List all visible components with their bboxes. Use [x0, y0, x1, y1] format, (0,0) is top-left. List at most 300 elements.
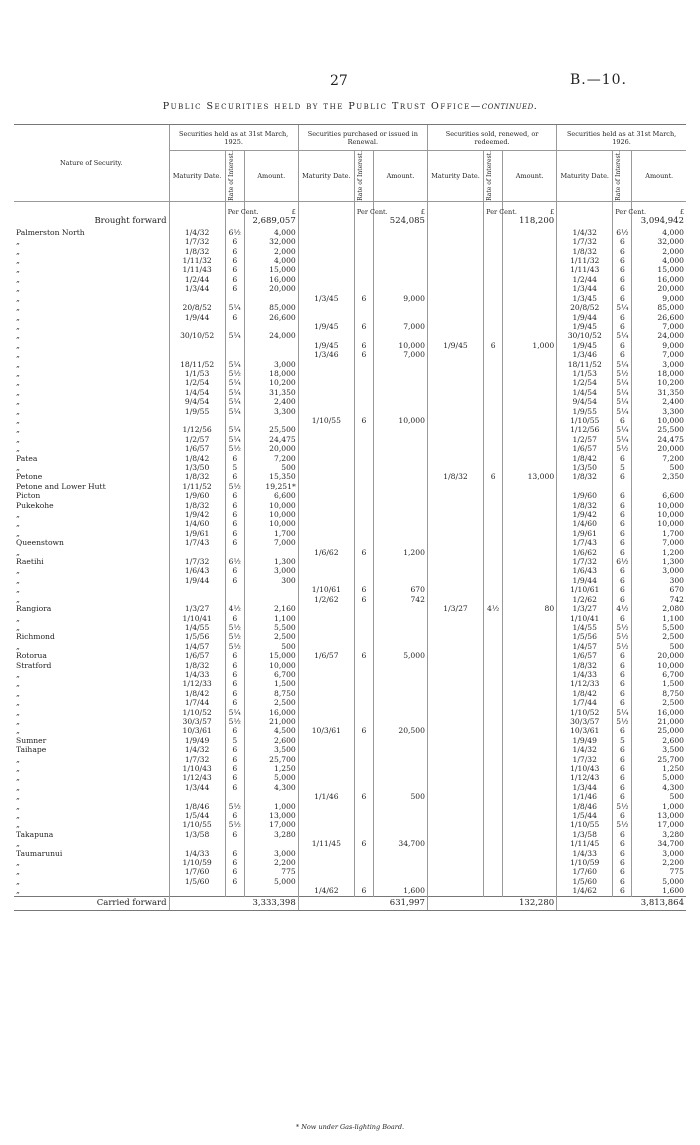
table-row	[14, 303, 686, 312]
rate-1925: 5¼	[225, 303, 244, 312]
maturity-1925: 1/1/53	[169, 369, 225, 378]
rate-sold	[484, 510, 503, 519]
maturity-sold	[427, 858, 483, 867]
rate-1926: 5	[613, 736, 632, 745]
rate-1925: 6	[225, 472, 244, 481]
maturity-1926: 1/2/54	[557, 378, 613, 387]
amount-1925: 85,000	[244, 303, 298, 312]
table-row	[14, 416, 686, 425]
rate-purchased	[354, 482, 373, 491]
amount-1926: 15,000	[632, 265, 686, 274]
security-name: „	[16, 811, 20, 821]
rate-1925: 6	[225, 566, 244, 575]
amount-1926: 7,000	[632, 322, 686, 331]
maturity-1926: 1/4/32	[557, 745, 613, 754]
maturity-purchased	[298, 265, 354, 274]
amount-1926: 1,500	[632, 679, 686, 688]
rate-purchased	[354, 256, 373, 265]
rate-1925: 6	[225, 529, 244, 538]
maturity-sold	[427, 519, 483, 528]
amount-1926: 500	[632, 463, 686, 472]
amount-purchased	[374, 566, 428, 575]
amount-purchased	[374, 670, 428, 679]
rate-1925: 6	[225, 689, 244, 698]
table-row	[14, 294, 686, 303]
maturity-sold	[427, 651, 483, 660]
maturity-1925	[169, 792, 225, 801]
maturity-purchased: 1/6/57	[298, 651, 354, 660]
rate-1926: 6	[613, 350, 632, 359]
maturity-1926: 1/3/46	[557, 350, 613, 359]
security-name: „	[16, 575, 20, 585]
amount-sold	[503, 237, 557, 246]
header-maturity: Maturity Date.	[427, 151, 483, 202]
rate-1925: 6	[225, 764, 244, 773]
rate-sold	[484, 820, 503, 829]
rate-purchased	[354, 247, 373, 256]
rate-sold	[484, 350, 503, 359]
rate-sold	[484, 548, 503, 557]
maturity-1925: 9/4/54	[169, 397, 225, 406]
unit-pound: £	[374, 201, 428, 216]
amount-sold	[503, 773, 557, 782]
page-title: Public Securities held by the Public Trust Office—continued.	[162, 101, 538, 112]
maturity-1925: 30/10/52	[169, 331, 225, 340]
maturity-1925: 1/9/61	[169, 529, 225, 538]
rate-1925	[225, 886, 244, 896]
security-name: Takapuna	[16, 829, 54, 839]
amount-1926: 10,200	[632, 378, 686, 387]
amount-sold	[503, 755, 557, 764]
amount-1926: 20,000	[632, 444, 686, 453]
amount-1926: 13,000	[632, 811, 686, 820]
maturity-sold	[427, 284, 483, 293]
table-row	[14, 341, 686, 350]
amount-1925: 2,000	[244, 247, 298, 256]
table-row	[14, 237, 686, 246]
rate-purchased	[354, 360, 373, 369]
amount-purchased	[374, 491, 428, 500]
rate-sold	[484, 275, 503, 284]
amount-1925: 20,000	[244, 284, 298, 293]
rate-sold	[484, 830, 503, 839]
maturity-1926: 1/6/43	[557, 566, 613, 575]
amount-1926: 10,000	[632, 519, 686, 528]
amount-1925: 24,000	[244, 331, 298, 340]
maturity-1925	[169, 548, 225, 557]
rate-1925: 5½	[225, 623, 244, 632]
amount-purchased	[374, 425, 428, 434]
table-row	[14, 858, 686, 867]
maturity-purchased: 10/3/61	[298, 726, 354, 735]
amount-1925: 3,000	[244, 360, 298, 369]
rate-1925: 5½	[225, 369, 244, 378]
security-name: „	[16, 688, 20, 698]
rate-1926: 6	[613, 576, 632, 585]
maturity-sold	[427, 350, 483, 359]
security-name: „	[16, 331, 20, 341]
maturity-sold	[427, 435, 483, 444]
maturity-purchased	[298, 867, 354, 876]
rate-1925: 5¼	[225, 397, 244, 406]
rate-sold	[484, 764, 503, 773]
amount-sold	[503, 726, 557, 735]
amount-purchased	[374, 247, 428, 256]
maturity-purchased	[298, 576, 354, 585]
rate-purchased	[354, 614, 373, 623]
maturity-purchased	[298, 378, 354, 387]
rate-1925	[225, 548, 244, 557]
rate-1925: 5¼	[225, 378, 244, 387]
table-row	[14, 689, 686, 698]
header-rate: Rate of Interest.	[356, 151, 364, 201]
amount-sold	[503, 783, 557, 792]
rate-1926: 6½	[613, 557, 632, 566]
maturity-1925: 1/3/50	[169, 463, 225, 472]
carried-forward-amount-1925: 3,333,398	[169, 896, 298, 910]
table-row	[14, 764, 686, 773]
rate-1926: 5¼	[613, 708, 632, 717]
maturity-1926: 1/1/53	[557, 369, 613, 378]
brought-forward-row	[14, 216, 686, 228]
maturity-1926: 1/8/32	[557, 661, 613, 670]
table-row	[14, 313, 686, 322]
amount-sold	[503, 679, 557, 688]
maturity-purchased	[298, 360, 354, 369]
maturity-sold	[427, 886, 483, 896]
brought-forward-amount-purchased: 524,085	[374, 216, 428, 228]
rate-1925: 5	[225, 736, 244, 745]
carried-forward-amount-purchased: 631,997	[298, 896, 427, 910]
maturity-1925: 1/4/54	[169, 388, 225, 397]
rate-1926: 6	[613, 313, 632, 322]
header-maturity: Maturity Date.	[169, 151, 225, 202]
rate-purchased	[354, 764, 373, 773]
maturity-sold	[427, 670, 483, 679]
rate-purchased	[354, 425, 373, 434]
amount-1926: 26,600	[632, 313, 686, 322]
amount-1926: 5,000	[632, 773, 686, 782]
maturity-sold	[427, 313, 483, 322]
maturity-sold	[427, 538, 483, 547]
table-row	[14, 369, 686, 378]
table-row	[14, 745, 686, 754]
maturity-sold	[427, 237, 483, 246]
maturity-1925: 1/8/32	[169, 247, 225, 256]
table-row	[14, 454, 686, 463]
amount-sold	[503, 614, 557, 623]
amount-sold: 13,000	[503, 472, 557, 481]
security-name: „	[16, 303, 20, 313]
amount-sold	[503, 378, 557, 387]
footnote: * Now under Gas-lighting Board.	[295, 1123, 405, 1131]
amount-1925: 3,500	[244, 745, 298, 754]
maturity-purchased	[298, 425, 354, 434]
maturity-purchased	[298, 783, 354, 792]
rate-purchased	[354, 388, 373, 397]
header-nature: Nature of Security.	[14, 125, 169, 202]
amount-purchased: 20,500	[374, 726, 428, 735]
amount-1925: 8,750	[244, 689, 298, 698]
maturity-1925: 1/10/59	[169, 858, 225, 867]
maturity-1925: 1/4/32	[169, 228, 225, 237]
rate-1925: 6	[225, 811, 244, 820]
rate-1926: 6	[613, 755, 632, 764]
amount-purchased	[374, 698, 428, 707]
amount-sold	[503, 886, 557, 896]
amount-purchased	[374, 482, 428, 491]
amount-1925: 500	[244, 463, 298, 472]
amount-purchased	[374, 378, 428, 387]
rate-sold	[484, 736, 503, 745]
rate-1925: 6	[225, 265, 244, 274]
maturity-sold	[427, 416, 483, 425]
table-row	[14, 679, 686, 688]
security-name: „	[16, 321, 20, 331]
header-maturity: Maturity Date.	[557, 151, 613, 202]
rate-1925: 5½	[225, 444, 244, 453]
maturity-1925: 1/10/41	[169, 614, 225, 623]
amount-1926: 2,600	[632, 736, 686, 745]
table-row	[14, 802, 686, 811]
carried-forward-amount-1926: 3,813,864	[557, 896, 686, 910]
maturity-purchased	[298, 538, 354, 547]
amount-1925: 26,600	[244, 313, 298, 322]
amount-1925: 1,700	[244, 529, 298, 538]
rate-sold	[484, 783, 503, 792]
security-name: „	[16, 274, 20, 284]
rate-1925	[225, 341, 244, 350]
amount-1926: 1,200	[632, 548, 686, 557]
amount-1925: 500	[244, 642, 298, 651]
header-amount: Amount.	[632, 151, 686, 202]
maturity-1925: 1/3/44	[169, 284, 225, 293]
maturity-1926: 1/6/62	[557, 548, 613, 557]
amount-purchased	[374, 764, 428, 773]
rate-1926: 5½	[613, 444, 632, 453]
maturity-1926: 1/9/60	[557, 491, 613, 500]
rate-purchased	[354, 802, 373, 811]
amount-1925	[244, 792, 298, 801]
table-row	[14, 519, 686, 528]
security-name: „	[16, 350, 20, 360]
rate-1925: 6	[225, 755, 244, 764]
security-name: Stratford	[16, 660, 52, 670]
maturity-sold	[427, 595, 483, 604]
rate-1926: 5½	[613, 820, 632, 829]
rate-1926: 6	[613, 237, 632, 246]
rate-purchased: 6	[354, 585, 373, 594]
amount-1926: 2,200	[632, 858, 686, 867]
maturity-1925	[169, 595, 225, 604]
table-row	[14, 247, 686, 256]
maturity-1926: 1/5/56	[557, 632, 613, 641]
rate-sold	[484, 397, 503, 406]
maturity-sold: 1/9/45	[427, 341, 483, 350]
rate-purchased	[354, 407, 373, 416]
maturity-1926: 1/8/32	[557, 501, 613, 510]
rate-1926: 6	[613, 501, 632, 510]
table-row	[14, 566, 686, 575]
rate-1925: 5¼	[225, 407, 244, 416]
title-suffix: continued.	[481, 101, 538, 112]
security-name: „	[16, 820, 20, 830]
table-row	[14, 726, 686, 735]
rate-sold	[484, 303, 503, 312]
maturity-sold	[427, 501, 483, 510]
maturity-1925	[169, 585, 225, 594]
maturity-1926: 1/3/50	[557, 463, 613, 472]
rate-1926: 5½	[613, 802, 632, 811]
rate-purchased	[354, 397, 373, 406]
maturity-1926: 1/9/61	[557, 529, 613, 538]
maturity-purchased	[298, 858, 354, 867]
table-row	[14, 830, 686, 839]
maturity-1925	[169, 341, 225, 350]
amount-sold	[503, 566, 557, 575]
rate-1925: 6	[225, 614, 244, 623]
security-name: Taumarunui	[16, 848, 63, 858]
maturity-sold	[427, 294, 483, 303]
maturity-1925: 1/12/43	[169, 773, 225, 782]
maturity-1926: 30/3/57	[557, 717, 613, 726]
amount-1925	[244, 839, 298, 848]
amount-sold	[503, 397, 557, 406]
table-body	[14, 201, 686, 896]
maturity-sold	[427, 642, 483, 651]
amount-1926: 8,750	[632, 689, 686, 698]
unit-pound: £	[244, 201, 298, 216]
maturity-1926: 1/10/52	[557, 708, 613, 717]
rate-1925	[225, 585, 244, 594]
maturity-sold	[427, 275, 483, 284]
amount-sold: 80	[503, 604, 557, 613]
amount-1926: 17,000	[632, 820, 686, 829]
rate-1926: 5¼	[613, 378, 632, 387]
rate-1926: 6	[613, 519, 632, 528]
rate-purchased	[354, 228, 373, 237]
table-row	[14, 529, 686, 538]
table-row	[14, 388, 686, 397]
maturity-sold	[427, 717, 483, 726]
amount-sold	[503, 670, 557, 679]
rate-1926: 6	[613, 839, 632, 848]
amount-1925: 1,500	[244, 679, 298, 688]
rate-1925	[225, 350, 244, 359]
maturity-sold	[427, 576, 483, 585]
rate-1925	[225, 792, 244, 801]
security-name: „	[16, 312, 20, 322]
maturity-purchased	[298, 679, 354, 688]
maturity-1925: 10/3/61	[169, 726, 225, 735]
rate-sold	[484, 811, 503, 820]
security-name: „	[16, 256, 20, 266]
rate-1926: 6	[613, 726, 632, 735]
rate-1925: 6	[225, 237, 244, 246]
amount-sold	[503, 717, 557, 726]
amount-purchased	[374, 510, 428, 519]
rate-sold	[484, 877, 503, 886]
maturity-sold	[427, 755, 483, 764]
amount-1925: 2,160	[244, 604, 298, 613]
amount-sold	[503, 708, 557, 717]
maturity-purchased	[298, 303, 354, 312]
rate-sold	[484, 529, 503, 538]
rate-1926: 5¼	[613, 425, 632, 434]
amount-sold	[503, 463, 557, 472]
rate-purchased: 6	[354, 839, 373, 848]
amount-1925: 13,000	[244, 811, 298, 820]
maturity-purchased	[298, 454, 354, 463]
security-name: Rangiora	[16, 604, 52, 614]
rate-sold: 6	[484, 472, 503, 481]
rate-1925: 5½	[225, 642, 244, 651]
maturity-1925: 1/10/43	[169, 764, 225, 773]
rate-1926: 5	[613, 463, 632, 472]
rate-purchased	[354, 773, 373, 782]
maturity-1925: 1/8/46	[169, 802, 225, 811]
maturity-1926: 1/9/44	[557, 576, 613, 585]
table-row	[14, 378, 686, 387]
maturity-purchased	[298, 689, 354, 698]
maturity-1925: 1/5/44	[169, 811, 225, 820]
maturity-sold	[427, 491, 483, 500]
security-name: „	[16, 876, 20, 886]
amount-purchased	[374, 501, 428, 510]
maturity-1926: 1/9/55	[557, 407, 613, 416]
amount-1925: 2,600	[244, 736, 298, 745]
rate-sold	[484, 407, 503, 416]
amount-purchased	[374, 773, 428, 782]
amount-purchased	[374, 237, 428, 246]
security-name: „	[16, 528, 20, 538]
security-name: „	[16, 566, 20, 576]
unit-percent: Per Cent.	[354, 201, 373, 216]
rate-sold	[484, 491, 503, 500]
amount-purchased	[374, 802, 428, 811]
rate-1925: 6	[225, 858, 244, 867]
amount-purchased	[374, 331, 428, 340]
rate-sold	[484, 585, 503, 594]
rate-1926: 6½	[613, 228, 632, 237]
amount-1925	[244, 294, 298, 303]
maturity-1926: 1/10/43	[557, 764, 613, 773]
rate-1925: 6	[225, 313, 244, 322]
rate-sold	[484, 745, 503, 754]
rate-purchased	[354, 331, 373, 340]
maturity-sold	[427, 802, 483, 811]
rate-1925: 6	[225, 491, 244, 500]
maturity-1925: 1/6/57	[169, 651, 225, 660]
rate-purchased	[354, 510, 373, 519]
amount-1926: 18,000	[632, 369, 686, 378]
maturity-1925: 1/4/32	[169, 745, 225, 754]
security-name: „	[16, 698, 20, 708]
amount-1926: 1,300	[632, 557, 686, 566]
rate-1926: 6	[613, 548, 632, 557]
amount-purchased	[374, 444, 428, 453]
maturity-purchased	[298, 388, 354, 397]
amount-purchased	[374, 689, 428, 698]
amount-1926: 6,600	[632, 491, 686, 500]
header-held-1925: Securities held as at 31st March, 1925.	[169, 125, 298, 151]
rate-1925: 5½	[225, 632, 244, 641]
rate-1925: 6	[225, 247, 244, 256]
amount-1925: 6,700	[244, 670, 298, 679]
amount-1926: 2,350	[632, 472, 686, 481]
maturity-purchased	[298, 331, 354, 340]
amount-purchased	[374, 256, 428, 265]
